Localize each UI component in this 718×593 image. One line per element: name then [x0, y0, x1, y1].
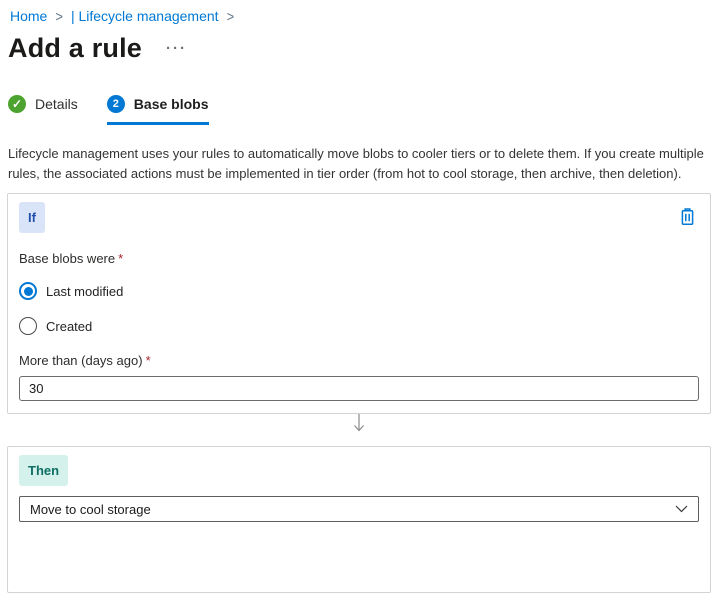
if-card-header: [19, 202, 699, 233]
breadcrumb-home-link[interactable]: Home: [10, 8, 48, 24]
step-number-icon: 2: [107, 95, 125, 113]
delete-rule-button[interactable]: [678, 206, 697, 227]
radio-created[interactable]: [19, 317, 92, 335]
more-than-days-text: More than (days ago): [19, 353, 143, 368]
flow-connector: [7, 414, 711, 436]
check-circle-icon: ✓: [8, 95, 26, 113]
tab-base-blobs[interactable]: [107, 95, 209, 125]
radio-last-modified-label: Last modified: [46, 283, 124, 299]
tab-details-label: Details: [35, 96, 78, 112]
radio-selected-icon: [19, 282, 37, 300]
tab-base-blobs-label: Base blobs: [133, 96, 209, 112]
days-ago-input[interactable]: [19, 376, 699, 401]
radio-last-modified[interactable]: [19, 282, 123, 300]
radio-created-label: Created: [46, 318, 93, 334]
required-marker: *: [118, 251, 124, 266]
breadcrumb-separator-icon: >: [226, 7, 235, 25]
title-row: [8, 33, 711, 64]
breadcrumb-lifecycle-link[interactable]: | Lifecycle management: [70, 8, 219, 24]
chevron-down-icon: [675, 505, 688, 513]
base-blobs-were-label: [19, 251, 699, 266]
more-than-days-label: [19, 353, 699, 368]
page-title: Add a rule: [8, 33, 143, 63]
arrow-down-icon: [351, 414, 367, 436]
required-marker: *: [145, 353, 151, 368]
page-description: Lifecycle management uses your rules to automatically move blobs to cooler tiers or to delete them. If you create multiple rules, the associated actions must be implemented in tier order (from hot to cool storage, then archive, then deletion).: [8, 146, 704, 181]
breadcrumb-separator-icon: >: [55, 7, 63, 25]
if-badge: If: [19, 202, 45, 233]
action-dropdown[interactable]: [19, 496, 699, 522]
breadcrumb: [10, 8, 711, 24]
radio-unselected-icon: [19, 317, 37, 335]
action-dropdown-value: Move to cool storage: [30, 501, 151, 517]
then-card-header: [19, 455, 699, 486]
trash-icon: [680, 208, 695, 225]
base-blobs-were-text: Base blobs were: [19, 251, 116, 266]
tab-details[interactable]: [8, 95, 78, 125]
then-badge: Then: [19, 455, 68, 486]
wizard-steps: [8, 95, 711, 125]
if-card: [7, 193, 711, 414]
more-options-button[interactable]: ···: [162, 38, 191, 59]
